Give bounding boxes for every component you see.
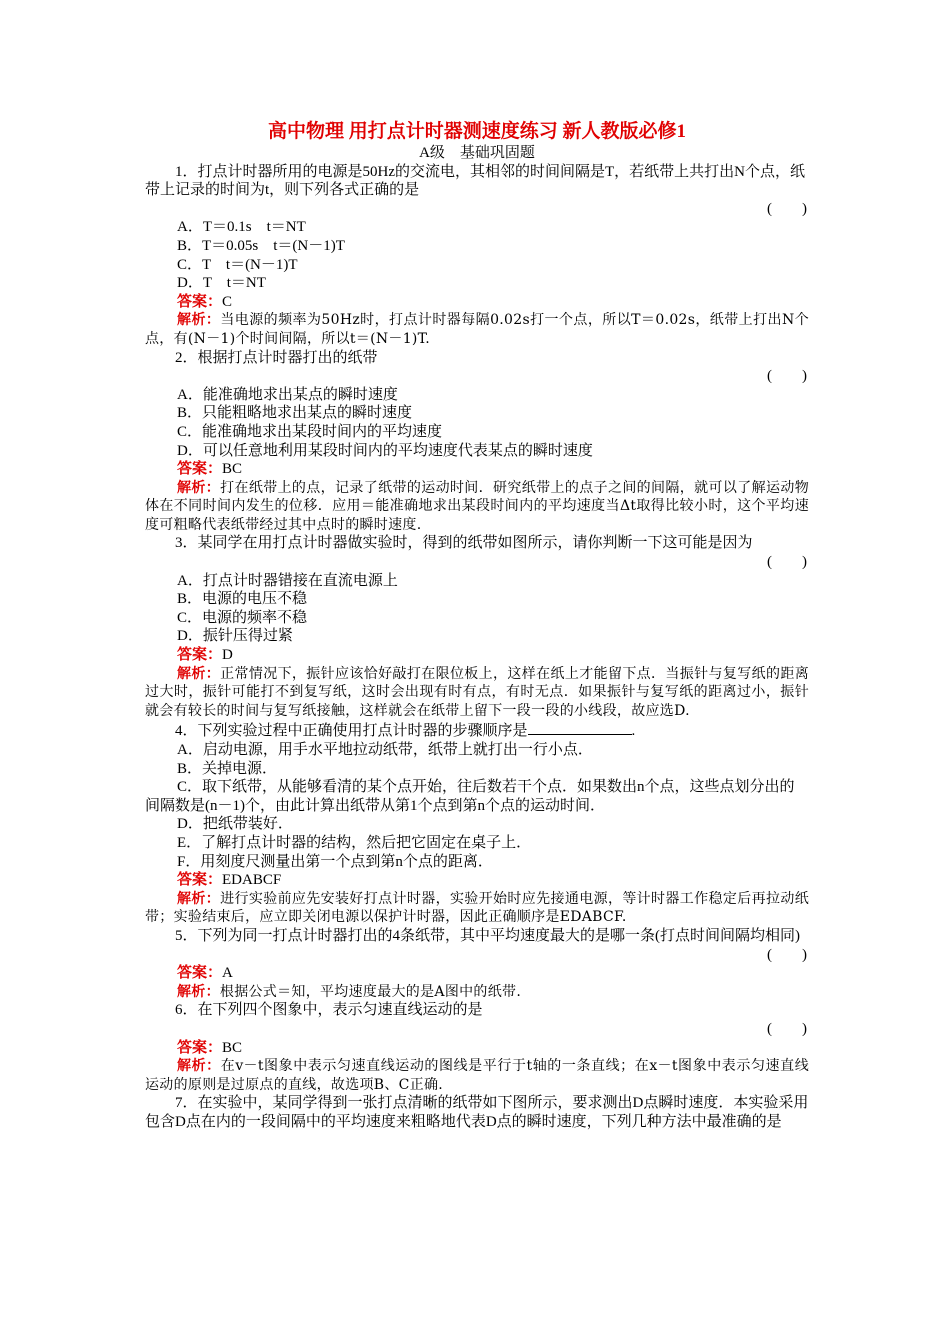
fill-in-blank bbox=[528, 720, 632, 735]
explanation-text: 在v－t图象中表示匀速直线运动的图线是平行于t轴的一条直线；在x－t图象中表示匀速直线运动的原则是过原点的直线，故选项B、C正确. bbox=[145, 1058, 809, 1093]
question-4-stem-end: . bbox=[631, 723, 636, 740]
explanation-label: 解析： bbox=[177, 479, 221, 496]
question-7-stem: 7．在实验中，某同学得到一张打点清晰的纸带如下图所示，要求测出D点瞬时速度．本实验采用包含D点在内的一段间隔中的平均速度来粗略地代表D点的瞬时速度，下列几种方法中最准确的是 bbox=[145, 1095, 809, 1130]
question-1-explanation bbox=[145, 311, 809, 348]
answer-label: 答案： bbox=[177, 293, 223, 310]
question-1-option-a: A．T＝0.1s t＝NT bbox=[177, 219, 306, 236]
question-3-stem: 3．某同学在用打点计时器做实验时，得到的纸带如图所示，请你判断一下这可能是因为 bbox=[175, 535, 753, 552]
explanation-label: 解析： bbox=[177, 890, 221, 907]
question-4-answer bbox=[145, 871, 809, 890]
section-heading: A级 基础巩固题 bbox=[419, 145, 535, 161]
question-3-explanation bbox=[145, 665, 809, 721]
answer-value: BC bbox=[222, 461, 243, 478]
question-1-option-b: B．T＝0.05s t＝(N－1)T bbox=[177, 237, 345, 254]
explanation-label: 解析： bbox=[177, 1058, 221, 1075]
question-1-option-c: C．T t＝(N－1)T bbox=[177, 256, 298, 273]
answer-bracket: ( ) bbox=[767, 946, 807, 963]
answer-value: C bbox=[222, 293, 233, 310]
question-3-option-a: A．打点计时器错接在直流电源上 bbox=[177, 572, 398, 589]
question-6-explanation bbox=[145, 1057, 809, 1094]
explanation-text: 进行实验前应先安装好打点计时器，实验开始时应先接通电源，等计时器工作稳定后再拉动纸带；实验结束后，应立即关闭电源以保护计时器，因此正确顺序是EDABCF. bbox=[145, 890, 809, 926]
question-4-step-a: A．启动电源，用手水平地拉动纸带，纸带上就打出一行小点． bbox=[177, 742, 593, 758]
answer-label: 答案： bbox=[177, 647, 223, 664]
question-2-stem: 2．根据打点计时器打出的纸带 bbox=[175, 349, 378, 366]
answer-bracket: ( ) bbox=[767, 554, 807, 571]
question-6-stem: 6．在下列四个图象中，表示匀速直线运动的是 bbox=[175, 1002, 483, 1019]
explanation-label: 解析： bbox=[177, 983, 220, 1000]
explanation-text: 当电源的频率为50Hz时，打点计时器每隔0.02s打一个点，所以T＝0.02s，纸带上打出N个点，有(N－1)个时间间隔，所以t＝(N－1)T. bbox=[145, 312, 809, 347]
question-1-option-d: D．T t＝NT bbox=[177, 275, 266, 292]
question-4-stem-text: 4．下列实验过程中正确使用打点计时器的步骤顺序是 bbox=[175, 723, 528, 740]
question-4-stem bbox=[145, 720, 809, 741]
question-5-stem: 5．下列为同一打点计时器打出的4条纸带，其中平均速度最大的是哪一条(打点时间间隔均相同) bbox=[175, 927, 800, 944]
explanation-text: 根据公式＝知，平均速度最大的是A图中的纸带. bbox=[219, 983, 522, 1000]
question-2-option-a: A．能准确地求出某点的瞬时速度 bbox=[177, 386, 398, 403]
question-2-option-d: D．可以任意地利用某段时间内的平均速度代表某点的瞬时速度 bbox=[177, 442, 593, 459]
explanation-label: 解析： bbox=[177, 665, 221, 682]
question-4-explanation bbox=[145, 890, 809, 927]
answer-bracket: ( ) bbox=[767, 368, 807, 385]
answer-bracket: ( ) bbox=[767, 200, 807, 217]
answer-value: BC bbox=[222, 1039, 243, 1056]
explanation-text: 打在纸带上的点，记录了纸带的运动时间．研究纸带上的点子之间的间隔，就可以了解运动物体在不同时间内发生的位移．应用＝能准确地求出某段时间内的平均速度当Δt取得比较小时，这个平均速度可粗略代表纸带经过其中点时的瞬时速度. bbox=[145, 479, 809, 533]
question-1-answer bbox=[145, 293, 809, 312]
question-4-step-d: D．把纸带装好． bbox=[177, 816, 293, 833]
explanation-label: 解析： bbox=[177, 312, 221, 329]
question-1-stem: 1．打点计时器所用的电源是50Hz的交流电，其相邻的时间间隔是T，若纸带上共打出N个点，纸带上记录的时间为t，则下列各式正确的是 bbox=[145, 163, 805, 199]
question-2-option-b: B．只能粗略地求出某点的瞬时速度 bbox=[177, 405, 413, 422]
page-title: 高中物理 用打点计时器测速度练习 新人教版必修1 bbox=[267, 121, 686, 142]
question-4-step-b: B．关掉电源． bbox=[177, 760, 278, 777]
question-4-step-f: F．用刻度尺测量出第一个点到第n个点的距离． bbox=[177, 853, 493, 870]
question-3-option-d: D．振针压得过紧 bbox=[177, 628, 293, 645]
question-4-step-c: C．取下纸带，从能够看清的某个点开始，往后数若干个点．如果数出n个点，这些点划分出的间隔数是(n－1)个，由此计算出纸带从第1个点到第n个点的运动时间． bbox=[145, 779, 795, 814]
answer-value: D bbox=[222, 647, 233, 664]
question-4-step-e: E．了解打点计时器的结构，然后把它固定在桌子上． bbox=[177, 834, 532, 851]
question-5-explanation bbox=[145, 983, 809, 1002]
answer-value: EDABCF bbox=[222, 872, 282, 889]
question-6-answer bbox=[145, 1039, 809, 1058]
answer-value: A bbox=[222, 965, 233, 982]
answer-label: 答案： bbox=[177, 1039, 223, 1056]
question-3-option-c: C．电源的频率不稳 bbox=[177, 609, 308, 626]
question-2-explanation bbox=[145, 479, 809, 535]
question-3-answer bbox=[145, 646, 809, 665]
answer-label: 答案： bbox=[177, 461, 223, 478]
answer-label: 答案： bbox=[177, 965, 223, 982]
question-2-option-c: C．能准确地求出某段时间内的平均速度 bbox=[177, 423, 443, 440]
question-3-option-b: B．电源的电压不稳 bbox=[177, 591, 308, 608]
answer-bracket: ( ) bbox=[767, 1020, 807, 1037]
answer-label: 答案： bbox=[177, 872, 223, 889]
question-2-answer bbox=[145, 460, 809, 479]
document-page bbox=[145, 120, 809, 1131]
explanation-text: 正常情况下，振针应该恰好敲打在限位板上，这样在纸上才能留下点．当振针与复写纸的距离过大时，振针可能打不到复写纸，这时会出现有时有点，有时无点．如果振针与复写纸的距离过小，振针就会有较长的时间与复写纸接触，这样就会在纸带上留下一段一段的小线段，故应选D. bbox=[145, 665, 809, 719]
question-5-answer bbox=[145, 964, 809, 983]
